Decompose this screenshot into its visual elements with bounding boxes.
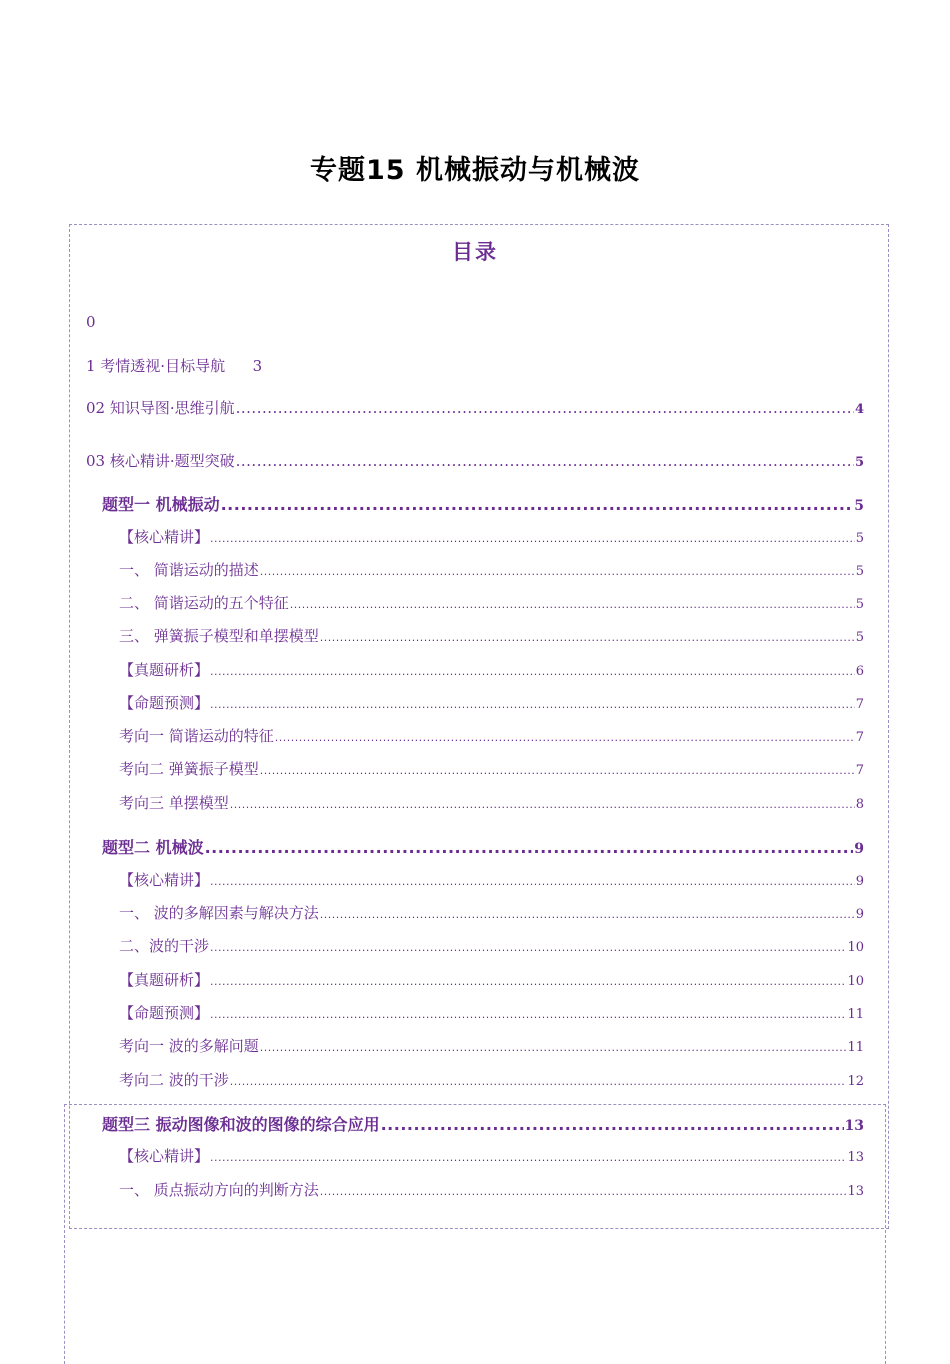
toc-leader-dots xyxy=(210,971,846,989)
toc-leader-dots xyxy=(210,661,855,679)
toc-entry-label: 【核心精讲】 xyxy=(119,871,210,889)
toc-entry-core[interactable] xyxy=(86,450,864,471)
toc-entry-label: 考向二 弹簧振子模型 xyxy=(119,760,259,778)
toc-leader-dots xyxy=(230,1071,847,1089)
toc-entry-page: 12 xyxy=(847,1074,864,1089)
toc-leader-dots xyxy=(210,528,855,546)
toc-entry-type-2[interactable] xyxy=(102,835,864,858)
toc-frame-continuation xyxy=(64,1104,886,1364)
toc-entry-page: 7 xyxy=(855,697,864,712)
toc-entry-label: 考向三 单摆模型 xyxy=(119,794,229,812)
toc-entry-page: 5 xyxy=(855,597,864,612)
toc-leader-dots xyxy=(320,1181,847,1199)
toc-entry-label: 一、 波的多解因素与解决方法 xyxy=(119,904,319,922)
toc-entry-page: 9 xyxy=(854,841,864,857)
toc-entry[interactable] xyxy=(119,526,864,547)
toc-entry-label: 【真题研析】 xyxy=(119,661,210,679)
toc-entry-label: 【命题预测】 xyxy=(119,1004,210,1022)
toc-entry-page: 5 xyxy=(855,630,864,645)
toc-entry-label: 【真题研析】 xyxy=(119,971,210,989)
toc-leader-dots xyxy=(381,1115,844,1134)
toc-leader-dots xyxy=(210,1147,846,1165)
toc-entry-type-1[interactable] xyxy=(102,492,864,515)
toc-entry[interactable] xyxy=(119,935,864,956)
toc-entry[interactable] xyxy=(119,792,864,813)
toc-entry-page: 5 xyxy=(854,498,864,514)
toc-leader-dots xyxy=(210,1004,846,1022)
toc-leader-dots xyxy=(230,794,855,812)
toc-entry[interactable] xyxy=(119,1145,864,1166)
toc-entry-page: 7 xyxy=(855,763,864,778)
toc-entry-page: 11 xyxy=(847,1007,864,1022)
toc-line-page: 3 xyxy=(252,357,263,375)
toc-leader-dots xyxy=(290,594,855,612)
toc-entry[interactable] xyxy=(119,869,864,890)
toc-entry-page: 10 xyxy=(847,974,864,989)
toc-entry-page: 7 xyxy=(855,730,864,745)
toc-entry[interactable] xyxy=(119,659,864,680)
toc-entry-page: 13 xyxy=(847,1150,864,1165)
toc-leader-dots xyxy=(260,760,855,778)
toc-entry[interactable] xyxy=(119,1069,864,1090)
toc-entry-page: 5 xyxy=(855,564,864,579)
toc-leader-dots xyxy=(320,627,855,645)
toc-entry-page: 11 xyxy=(847,1040,864,1055)
toc-entry[interactable] xyxy=(119,902,864,923)
toc-leader-dots xyxy=(260,561,855,579)
toc-leader-dots xyxy=(210,937,846,955)
toc-leader-dots xyxy=(236,399,854,417)
toc-entry-label: 【核心精讲】 xyxy=(119,528,210,546)
toc-entry-page: 8 xyxy=(855,797,864,812)
toc-entry-label: 二、 简谐运动的五个特征 xyxy=(119,594,289,612)
toc-entry-page: 13 xyxy=(847,1184,864,1199)
toc-entry[interactable] xyxy=(119,758,864,779)
toc-entry-label: 题型二 机械波 xyxy=(102,838,204,857)
toc-entry[interactable] xyxy=(119,625,864,646)
toc-entry-label: 03 核心精讲·题型突破 xyxy=(86,452,235,470)
toc-entry-label: 【核心精讲】 xyxy=(119,1147,210,1165)
toc-entry[interactable] xyxy=(119,1179,864,1200)
toc-entry-label: 题型一 机械振动 xyxy=(102,495,220,514)
toc-entry-label: 考向一 简谐运动的特征 xyxy=(119,727,274,745)
toc-entry-page: 10 xyxy=(847,940,864,955)
toc-entry-page: 5 xyxy=(855,531,864,546)
toc-heading: 目录 xyxy=(452,240,498,264)
toc-entry-page: 5 xyxy=(854,455,864,470)
toc-entry-label: 考向一 波的多解问题 xyxy=(119,1037,259,1055)
toc-leader-dots xyxy=(210,871,855,889)
toc-leader-dots xyxy=(205,838,854,857)
toc-entry-mind-map[interactable] xyxy=(86,397,864,418)
toc-line-0: 0 xyxy=(86,313,96,331)
toc-entry-page: 9 xyxy=(855,907,864,922)
toc-line-label: 1 考情透视·目标导航 xyxy=(86,357,226,375)
toc-entry-label: 三、 弹簧振子模型和单摆模型 xyxy=(119,627,319,645)
toc-entry-label: 题型三 振动图像和波的图像的综合应用 xyxy=(102,1115,380,1134)
toc-entry-label: 考向二 波的干涉 xyxy=(119,1071,229,1089)
toc-leader-dots xyxy=(260,1037,847,1055)
toc-entry-page: 6 xyxy=(855,664,864,679)
toc-line-1[interactable] xyxy=(86,355,262,376)
toc-entry[interactable] xyxy=(119,725,864,746)
toc-entry[interactable] xyxy=(119,969,864,990)
toc-entry-type-3[interactable] xyxy=(102,1112,864,1135)
toc-entry[interactable] xyxy=(119,1035,864,1056)
document-title: 专题15 机械振动与机械波 xyxy=(310,155,640,186)
toc-entry[interactable] xyxy=(119,1002,864,1023)
toc-entry-page: 4 xyxy=(854,402,864,417)
toc-entry-label: 一、 简谐运动的描述 xyxy=(119,561,259,579)
toc-leader-dots xyxy=(210,694,855,712)
toc-entry-label: 一、 质点振动方向的判断方法 xyxy=(119,1181,319,1199)
toc-entry-page: 13 xyxy=(844,1118,864,1134)
toc-entry[interactable] xyxy=(119,592,864,613)
toc-entry-label: 【命题预测】 xyxy=(119,694,210,712)
toc-leader-dots xyxy=(275,727,855,745)
toc-leader-dots xyxy=(320,904,855,922)
toc-leader-dots xyxy=(236,452,854,470)
toc-entry-page: 9 xyxy=(855,874,864,889)
toc-entry[interactable] xyxy=(119,692,864,713)
toc-entry-label: 02 知识导图·思维引航 xyxy=(86,399,235,417)
toc-entry[interactable] xyxy=(119,559,864,580)
toc-entry-label: 二、波的干涉 xyxy=(119,937,210,955)
toc-leader-dots xyxy=(221,495,854,514)
